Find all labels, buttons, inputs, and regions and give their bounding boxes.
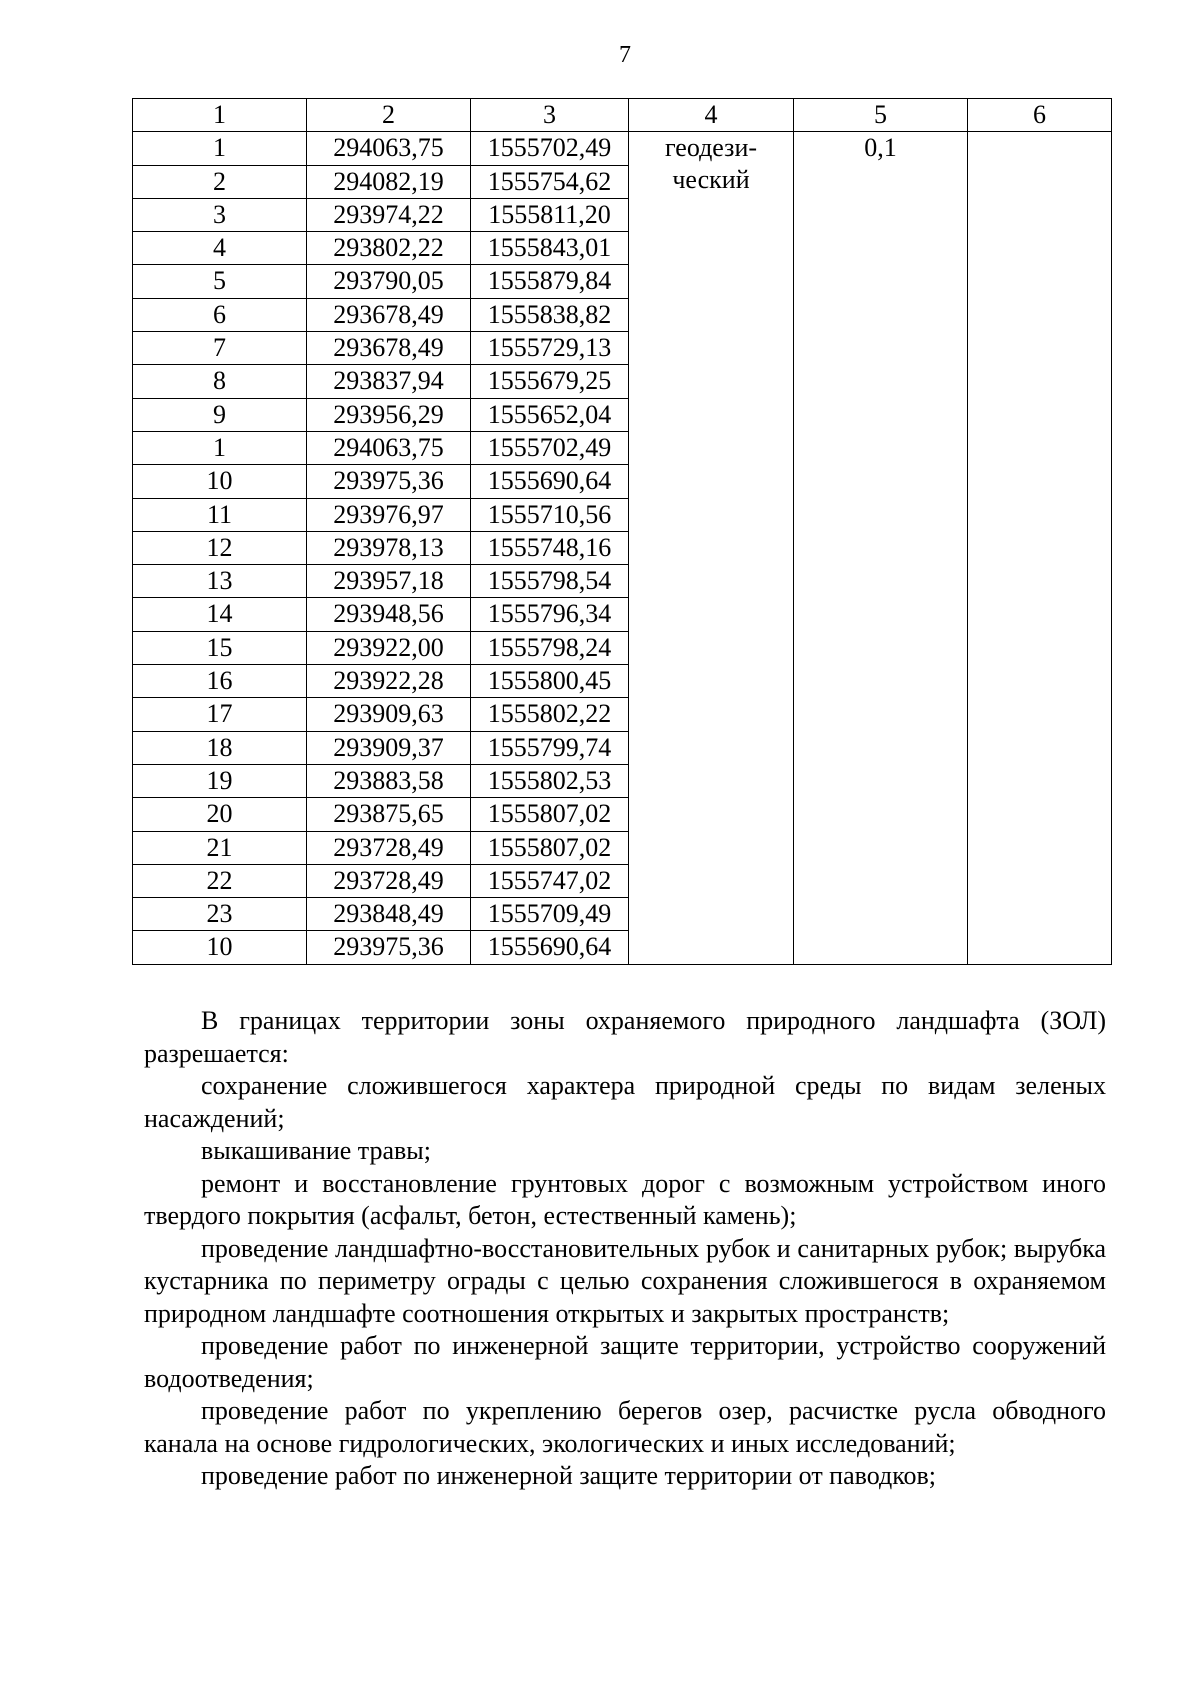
paragraph: сохранение сложившегося характера природной среды по видам зеленых насаждений; (144, 1071, 1106, 1133)
table-cell: 293678,49 (307, 298, 471, 331)
table-cell: 1555811,20 (471, 198, 629, 231)
table-cell: 293975,36 (307, 931, 471, 964)
coordinates-table (132, 98, 1112, 965)
table-cell: 1555748,16 (471, 531, 629, 564)
table-cell: 11 (133, 498, 307, 531)
table-cell: 293975,36 (307, 465, 471, 498)
table-row (133, 132, 1112, 165)
header-cell: 2 (307, 99, 471, 132)
table-cell: 17 (133, 698, 307, 731)
table-cell: 15 (133, 631, 307, 664)
table-cell: 1 (133, 431, 307, 464)
table-cell: 13 (133, 565, 307, 598)
accuracy-cell: 0,1 (794, 132, 968, 964)
table-cell: 293976,97 (307, 498, 471, 531)
table-cell: 22 (133, 864, 307, 897)
table-cell: 5 (133, 265, 307, 298)
method-line: ческий (672, 165, 750, 195)
table-cell: 294082,19 (307, 165, 471, 198)
notes-cell (968, 132, 1112, 964)
table-cell: 293802,22 (307, 232, 471, 265)
header-cell: 4 (629, 99, 794, 132)
table-cell: 2 (133, 165, 307, 198)
table-cell: 7 (133, 332, 307, 365)
table-cell: 293678,49 (307, 332, 471, 365)
table-cell: 1555747,02 (471, 864, 629, 897)
header-cell: 6 (968, 99, 1112, 132)
table-cell: 1 (133, 132, 307, 165)
table-cell: 1555800,45 (471, 665, 629, 698)
table-cell: 1555690,64 (471, 465, 629, 498)
table-cell: 9 (133, 398, 307, 431)
table-cell: 18 (133, 731, 307, 764)
table-cell: 1555879,84 (471, 265, 629, 298)
table-cell: 293922,00 (307, 631, 471, 664)
table-cell: 12 (133, 531, 307, 564)
header-cell: 1 (133, 99, 307, 132)
table-cell: 293837,94 (307, 365, 471, 398)
table-cell: 1555652,04 (471, 398, 629, 431)
method-line: геодези- (664, 133, 758, 163)
table-cell: 294063,75 (307, 132, 471, 165)
table-cell: 293728,49 (307, 831, 471, 864)
table-cell: 1555702,49 (471, 132, 629, 165)
table-cell: 293948,56 (307, 598, 471, 631)
header-cell: 5 (794, 99, 968, 132)
table-cell: 293790,05 (307, 265, 471, 298)
table-cell: 19 (133, 764, 307, 797)
table-cell: 1555799,74 (471, 731, 629, 764)
paragraph: проведение ландшафтно-восстановительных рубок и санитарных рубок; вырубка кустарника по периметру ограды с целью сохранения сложившегося в охраняемом природном ландшафте соотношения открытых и закрытых пространств; (144, 1233, 1106, 1328)
table-cell: 1555807,02 (471, 798, 629, 831)
method-cell (629, 132, 794, 964)
page-number: 7 (619, 42, 631, 68)
table-cell: 1555729,13 (471, 332, 629, 365)
table-header-row (133, 99, 1112, 132)
table-cell: 16 (133, 665, 307, 698)
body-text (144, 1005, 1106, 1493)
table-cell: 293974,22 (307, 198, 471, 231)
table-cell: 1555807,02 (471, 831, 629, 864)
header-cell: 3 (471, 99, 629, 132)
table-cell: 293909,63 (307, 698, 471, 731)
table-cell: 3 (133, 198, 307, 231)
table-cell: 4 (133, 232, 307, 265)
table-cell: 293922,28 (307, 665, 471, 698)
table-cell: 1555802,22 (471, 698, 629, 731)
paragraph: В границах территории зоны охраняемого природного ландшафта (ЗОЛ) разрешается: (144, 1006, 1106, 1068)
table-cell: 1555679,25 (471, 365, 629, 398)
table-cell: 1555702,49 (471, 431, 629, 464)
table-cell: 294063,75 (307, 431, 471, 464)
table-cell: 10 (133, 931, 307, 964)
table-cell: 293956,29 (307, 398, 471, 431)
table-cell: 293957,18 (307, 565, 471, 598)
table-cell: 1555843,01 (471, 232, 629, 265)
table-cell: 1555798,54 (471, 565, 629, 598)
table-cell: 1555709,49 (471, 898, 629, 931)
paragraph: проведение работ по укреплению берегов озер, расчистке русла обводного канала на основе гидрологических, экологических и иных исследований; (144, 1396, 1106, 1458)
table-cell: 293728,49 (307, 864, 471, 897)
table-cell: 1555754,62 (471, 165, 629, 198)
table-cell: 1555796,34 (471, 598, 629, 631)
table-cell: 14 (133, 598, 307, 631)
paragraph: проведение работ по инженерной защите территории от паводков; (201, 1461, 937, 1490)
paragraph: ремонт и восстановление грунтовых дорог с возможным устройством иного твердого покрытия (асфальт, бетон, естественный камень); (144, 1168, 1106, 1230)
table-cell: 6 (133, 298, 307, 331)
table-cell: 21 (133, 831, 307, 864)
paragraph: выкашивание травы; (201, 1136, 431, 1165)
table-cell: 23 (133, 898, 307, 931)
table-cell: 1555710,56 (471, 498, 629, 531)
table-body (133, 132, 1112, 964)
paragraph: проведение работ по инженерной защите территории, устройство сооружений водоотведения; (144, 1331, 1106, 1393)
table-cell: 1555690,64 (471, 931, 629, 964)
table-cell: 1555802,53 (471, 764, 629, 797)
table-cell: 293978,13 (307, 531, 471, 564)
table-cell: 1555798,24 (471, 631, 629, 664)
table-cell: 10 (133, 465, 307, 498)
table-cell: 293875,65 (307, 798, 471, 831)
table-cell: 293883,58 (307, 764, 471, 797)
table-cell: 1555838,82 (471, 298, 629, 331)
table-cell: 20 (133, 798, 307, 831)
table-cell: 8 (133, 365, 307, 398)
table-cell: 293909,37 (307, 731, 471, 764)
table-cell: 293848,49 (307, 898, 471, 931)
